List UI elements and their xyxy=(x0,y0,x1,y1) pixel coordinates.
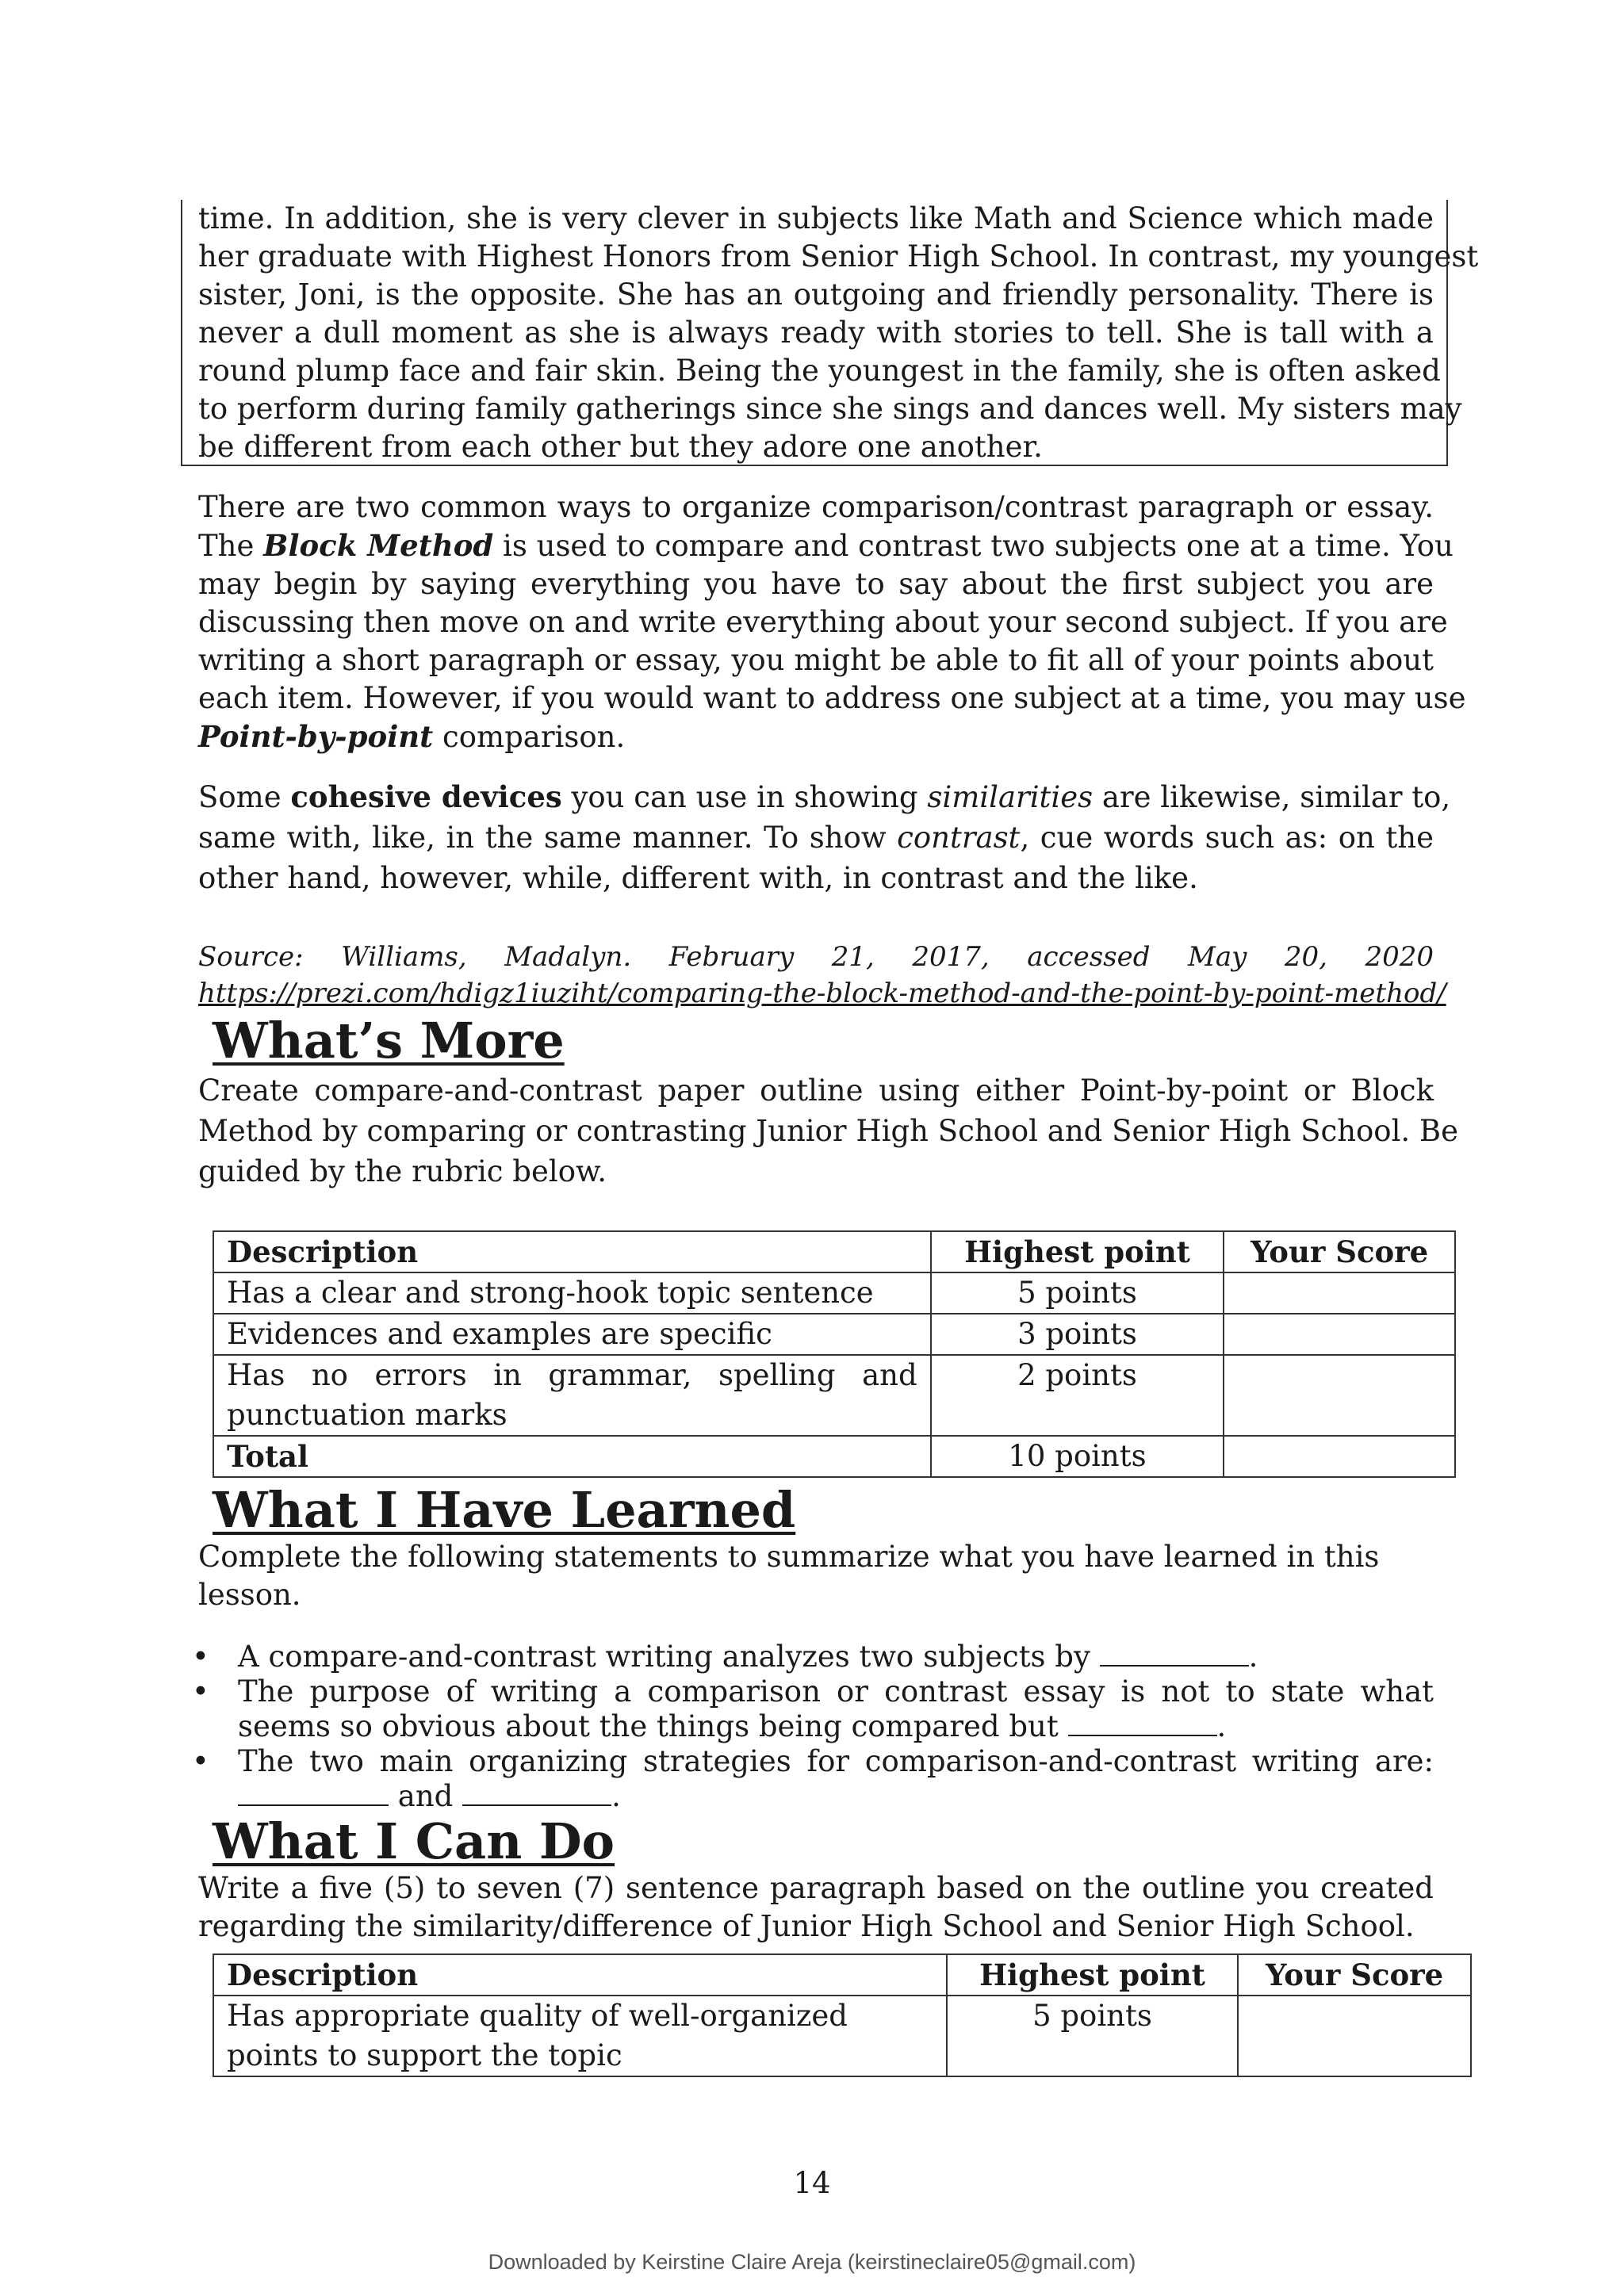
box-line-1: time. In addition, she is very clever in subjects like Math and Science which made xyxy=(198,201,1434,235)
organize-line-1: There are two common ways to organize comparison/contrast paragraph or essay. xyxy=(198,490,1434,524)
learned-intro-line-2: lesson. xyxy=(198,1578,301,1612)
column-header-description: Description xyxy=(213,1954,947,1996)
column-header-your-score: Your Score xyxy=(1238,1954,1471,1996)
organize-paragraph xyxy=(198,488,1466,756)
organize-line-4: discussing then move on and write everything about your second subject. If you are xyxy=(198,605,1448,639)
answer-blank[interactable] xyxy=(238,1779,389,1806)
learned-intro-line-1: Complete the following statements to summarize what you have learned in this xyxy=(198,1540,1380,1574)
organize-line-2: The Block Method is used to compare and contrast two subjects one at a time. You xyxy=(198,528,1454,563)
table-row xyxy=(213,1996,1471,2076)
whats-more-line-2: Method by comparing or contrasting Junior High School and Senior High School. Be xyxy=(198,1114,1459,1148)
rubric-total-points: 10 points xyxy=(931,1436,1224,1477)
table-header-row xyxy=(213,1954,1471,1996)
organize-line-3: may begin by saying everything you have to say about the first subject you are xyxy=(198,567,1434,601)
table-total-row xyxy=(213,1436,1455,1477)
rubric-score-cell[interactable] xyxy=(1238,1996,1471,2076)
table-row xyxy=(213,1355,1455,1436)
rubric-points: 5 points xyxy=(931,1272,1224,1314)
rubric-points: 5 points xyxy=(947,1996,1239,2076)
rubric-description: Has appropriate quality of well-organized points to support the topic xyxy=(213,1996,947,2076)
list-item: • The purpose of writing a comparison or contrast essay is not to state what seems so obvious about the things being compared but . xyxy=(198,1674,1434,1744)
box-line-7: be different from each other but they adore one another. xyxy=(198,430,1043,464)
paragraph-rubric-table xyxy=(213,1954,1472,2077)
outline-rubric-table xyxy=(213,1230,1456,1478)
whats-more-line-1: Create compare-and-contrast paper outline using either Point-by-point or Block xyxy=(198,1073,1434,1108)
can-do-instructions xyxy=(198,1869,1434,1946)
box-line-5: round plump face and fair skin. Being the youngest in the family, she is often asked xyxy=(198,354,1441,388)
column-header-highest-point: Highest point xyxy=(931,1231,1224,1272)
example-paragraph-box xyxy=(181,200,1479,466)
cohesive-devices-term: cohesive devices xyxy=(290,779,562,814)
can-do-line-1: Write a five (5) to seven (7) sentence paragraph based on the outline you created xyxy=(198,1871,1434,1905)
rubric-total-score-cell[interactable] xyxy=(1224,1436,1455,1477)
answer-blank[interactable] xyxy=(1068,1709,1217,1736)
whats-more-line-3: guided by the rubric below. xyxy=(198,1154,607,1188)
rubric-description: Has a clear and strong-hook topic sentence xyxy=(213,1272,931,1314)
column-header-your-score: Your Score xyxy=(1224,1231,1455,1272)
organize-line-6: each item. However, if you would want to address one subject at a time, you may use xyxy=(198,681,1466,715)
cohesive-line-3: other hand, however, while, different with, in contrast and the like. xyxy=(198,861,1198,895)
whats-more-heading: What’s More xyxy=(213,1012,565,1070)
cohesive-line-1: Some cohesive devices you can use in showing similarities are likewise, similar to, xyxy=(198,779,1451,814)
can-do-line-2: regarding the similarity/difference of Junior High School and Senior High School. xyxy=(198,1909,1415,1943)
page-number: 14 xyxy=(793,2166,831,2200)
box-line-4: never a dull moment as she is always ready with stories to tell. She is tall with a xyxy=(198,316,1434,350)
rubric-total-label: Total xyxy=(213,1436,931,1477)
rubric-score-cell[interactable] xyxy=(1224,1355,1455,1436)
source-link[interactable]: https://prezi.com/hdigz1iuziht/comparing-the-block-method-and-the-point-by-point-method/ xyxy=(198,978,1446,1009)
learned-intro xyxy=(198,1538,1434,1614)
box-line-6: to perform during family gatherings since she sings and dances well. My sisters may xyxy=(198,392,1462,426)
rubric-score-cell[interactable] xyxy=(1224,1272,1455,1314)
rubric-description: Has no errors in grammar, spelling and punctuation marks xyxy=(213,1355,931,1436)
rubric-score-cell[interactable] xyxy=(1224,1314,1455,1355)
answer-blank[interactable] xyxy=(1100,1640,1249,1667)
rubric-points: 2 points xyxy=(931,1355,1224,1436)
column-header-highest-point: Highest point xyxy=(947,1954,1239,1996)
table-row xyxy=(213,1272,1455,1314)
source-citation xyxy=(198,939,1446,1012)
table-header-row xyxy=(213,1231,1455,1272)
learned-statements-list xyxy=(198,1640,1434,1814)
list-item: • The two main organizing strategies for comparison-and-contrast writing are: and . xyxy=(198,1744,1434,1814)
cohesive-line-2: same with, like, in the same manner. To show contrast, cue words such as: on the xyxy=(198,821,1434,855)
answer-blank[interactable] xyxy=(462,1779,611,1806)
point-by-point-term: Point-by-point xyxy=(198,719,434,754)
box-line-3: sister, Joni, is the opposite. She has an outgoing and friendly personality. There is xyxy=(198,277,1434,312)
rubric-points: 3 points xyxy=(931,1314,1224,1355)
what-i-have-learned-heading: What I Have Learned xyxy=(213,1481,796,1539)
list-item: • A compare-and-contrast writing analyzes two subjects by . xyxy=(198,1640,1434,1674)
column-header-description: Description xyxy=(213,1231,931,1272)
download-footer: Downloaded by Keirstine Claire Areja (keirstineclaire05@gmail.com) xyxy=(488,2250,1136,2274)
source-line: Source: Williams, Madalyn. February 21, 2017, accessed May 20, 2020 xyxy=(198,941,1434,973)
block-method-term: Block Method xyxy=(263,528,494,563)
what-i-can-do-heading: What I Can Do xyxy=(213,1812,615,1870)
whats-more-instructions xyxy=(198,1070,1459,1192)
cohesive-paragraph xyxy=(198,777,1451,898)
table-row xyxy=(213,1314,1455,1355)
organize-line-7: Point-by-point comparison. xyxy=(198,719,626,754)
box-line-2: her graduate with Highest Honors from Senior High School. In contrast, my youngest xyxy=(198,239,1479,274)
rubric-description: Evidences and examples are specific xyxy=(213,1314,931,1355)
organize-line-5: writing a short paragraph or essay, you might be able to fit all of your points about xyxy=(198,643,1434,677)
